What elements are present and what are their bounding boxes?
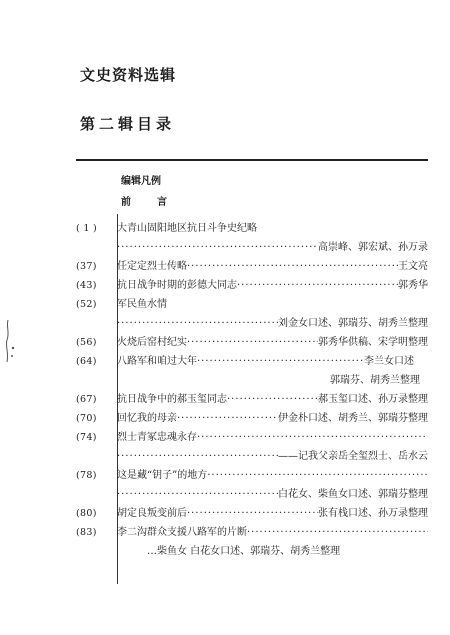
leader-dots bbox=[117, 238, 318, 257]
entry-title: 抗日战争中的郝玉玺同志 bbox=[117, 394, 227, 405]
toc-entry bbox=[76, 257, 428, 276]
leader-dots bbox=[237, 276, 398, 295]
toc-entries bbox=[76, 219, 428, 561]
toc-entry bbox=[76, 523, 428, 561]
leader-dots bbox=[197, 352, 364, 371]
entry-title: 火烧后窑村纪实 bbox=[117, 337, 187, 348]
entry-page-number: ( 1 ) bbox=[76, 223, 97, 234]
entry-author: 郝玉玺口述、孙万录整理 bbox=[318, 394, 428, 405]
entry-page-number: (67) bbox=[76, 394, 97, 405]
entry-title: 回忆我的母亲 bbox=[117, 413, 177, 424]
editorial-notes-entry: 编辑凡例 bbox=[121, 176, 161, 187]
entry-title: 李二沟群众支援八路军的片断 bbox=[117, 527, 247, 538]
leader-dots bbox=[177, 409, 278, 428]
toc-entry bbox=[76, 466, 428, 504]
toc-entry bbox=[76, 276, 428, 295]
entry-page-number: (52) bbox=[76, 299, 97, 310]
toc-entry bbox=[76, 352, 428, 390]
series-title: 文史资料选辑 bbox=[80, 66, 177, 84]
toc-entry bbox=[76, 390, 428, 409]
entry-page-number: (56) bbox=[76, 337, 97, 348]
entry-author: 张有栈口述、孙万录整理 bbox=[318, 508, 428, 519]
entry-page-number: (70) bbox=[76, 413, 97, 424]
leader-dots bbox=[187, 257, 398, 276]
entry-author: …柴鱼女 白花女口述、郭瑞芬、胡秀兰整理 bbox=[147, 546, 341, 557]
entry-author: 郭秀华 bbox=[398, 280, 428, 291]
entry-page-number: (74) bbox=[76, 432, 97, 443]
entry-title: 这是藏“钥子”的地方 bbox=[117, 470, 208, 481]
leader-dots bbox=[187, 333, 318, 352]
toc-entry bbox=[76, 295, 428, 333]
toc-entry bbox=[76, 428, 428, 466]
binding-mark bbox=[4, 318, 16, 364]
toc-heading: 第二辑目录 bbox=[80, 115, 176, 133]
leader-dots bbox=[117, 485, 278, 504]
entry-page-number: (80) bbox=[76, 508, 97, 519]
entry-author: 李兰女口述 bbox=[364, 356, 414, 367]
entry-page-number: (37) bbox=[76, 261, 97, 272]
entry-author: 白花女、柴鱼女口述、郭瑞芬整理 bbox=[278, 489, 428, 500]
leader-dots bbox=[117, 314, 278, 333]
entry-page-number: (64) bbox=[76, 356, 97, 367]
entry-author: 郭秀华供稿、宋学明整理 bbox=[318, 337, 428, 348]
leader-dots bbox=[187, 504, 318, 523]
leader-dots bbox=[117, 447, 278, 466]
entry-author: 刘金女口述、郭瑞芬、胡秀兰整理 bbox=[278, 318, 428, 329]
entry-title: 八路军和咱过大年 bbox=[117, 356, 197, 367]
entry-title: 烈士青冢忠魂永存 bbox=[117, 432, 197, 443]
entry-title: 抗日战争时期的彭德大同志 bbox=[117, 280, 237, 291]
toc-entry bbox=[76, 504, 428, 523]
leader-dots bbox=[197, 428, 428, 447]
entry-subtitle: ——记我父亲岳全玺烈士、岳水云 bbox=[278, 451, 428, 462]
leader-dots bbox=[227, 390, 318, 409]
foreword-entry bbox=[121, 193, 167, 208]
entry-author: 伊金朴口述、胡秀兰、郭瑞芬整理 bbox=[278, 413, 428, 424]
entry-author: 高崇峰、郭宏斌、孙万录 bbox=[318, 242, 428, 253]
entry-title: 大青山固阳地区抗日斗争史纪略 bbox=[117, 223, 257, 234]
entry-title: 胡定良叛变前后 bbox=[117, 508, 187, 519]
entry-title: 军民鱼水情 bbox=[117, 299, 167, 310]
entry-page-number: (43) bbox=[76, 280, 97, 291]
entry-title: 任定定烈士传略 bbox=[117, 261, 187, 272]
foreword-char-1: 前 bbox=[121, 197, 131, 208]
entry-page-number: (78) bbox=[76, 470, 97, 481]
entry-editors: 郭瑞芬、胡秀兰整理 bbox=[330, 375, 420, 386]
entry-page-number: (83) bbox=[76, 527, 97, 538]
leader-dots bbox=[247, 523, 428, 542]
toc-entry bbox=[76, 333, 428, 352]
entry-author: 王文亮 bbox=[398, 261, 428, 272]
heading-rule bbox=[76, 159, 428, 161]
toc-entry bbox=[76, 219, 428, 257]
foreword-char-2: 言 bbox=[157, 197, 167, 208]
leader-dots bbox=[207, 466, 428, 485]
toc-entry bbox=[76, 409, 428, 428]
